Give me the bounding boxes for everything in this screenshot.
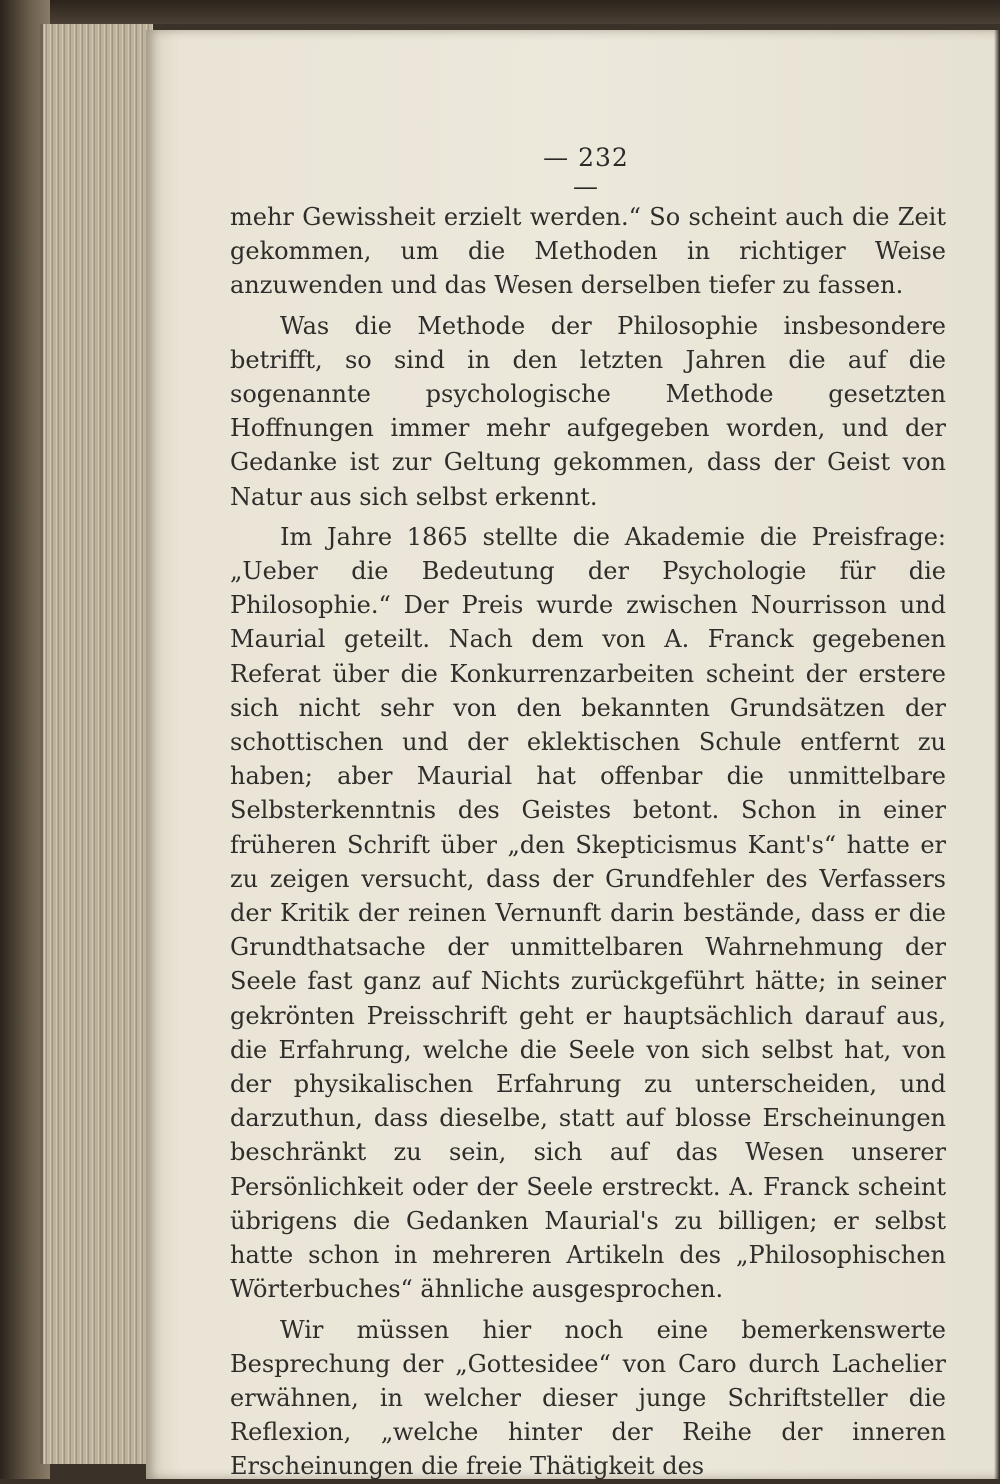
paragraph-1: mehr Gewissheit erzielt werden.“ So scheint auch die Zeit gekommen, um die Methoden in richtiger Weise anzuwenden und das Wesen derselben tiefer zu fassen. [230,203,946,300]
book-page [146,30,1000,1479]
page-gutter-shadow [994,30,1000,1479]
paragraph-4: Wir müssen hier noch eine bemerkenswerte Besprechung der „Gottesidee“ von Caro durch Lachelier erwähnen, in welcher dieser junge Schriftsteller die Reflexion, „welche hinter der Reihe der inneren Erscheinungen die freie Thätigkeit des [230,1315,946,1481]
body-text [230,200,946,1484]
page-stack-edges [40,24,153,1464]
book-cover-top-edge [0,0,1000,24]
paragraph-3: Im Jahre 1865 stellte die Akademie die Preisfrage: „Ueber die Bedeutung der Psychologie für die Philosophie.“ Der Preis wurde zwischen Nourrisson und Maurial geteilt. Nach dem von A. Franck gegebenen Referat über die Konkurrenzarbeiten scheint der erstere sich nicht sehr von den bekannten Grundsätzen der schottischen und der eklektischen Schule entfernt zu haben; aber Maurial hat offenbar die unmittelbare Selbsterkenntnis des Geistes betont. Schon in einer früheren Schrift über „den Skepticismus Kant's“ hatte er zu zeigen versucht, dass der Grundfehler des Verfassers der Kritik der reinen Vernunft darin bestände, dass er die Grundthatsache der unmittelbaren Wahrnehmung der Seele fast ganz auf Nichts zurückgeführt hätte; in seiner gekrönten Preisschrift geht er hauptsächlich darauf aus, die Erfahrung, welche die Seele von sich selbst hat, von der physikalischen Erfahrung zu unterscheiden, und darzuthun, dass dieselbe, statt auf blosse Erscheinungen beschränkt zu sein, sich auf das Wesen unserer Persönlichkeit oder der Seele erstreckt. A. Franck scheint übrigens die Gedanken Maurial's zu billigen; er selbst hatte schon in mehreren Artikeln des „Philosophischen Wörterbuches“ ähnliche ausgesprochen. [230,522,946,1304]
page-number: — 232 — [543,143,629,201]
paragraph-2: Was die Methode der Philosophie insbesondere betrifft, so sind in den letzten Jahren die auf die sogenannte psychologische Methode gesetzten Hoffnungen immer mehr aufgegeben worden, und der Gedanke ist zur Geltung gekommen, dass der Geist von Natur aus sich selbst erkennt. [230,311,946,511]
